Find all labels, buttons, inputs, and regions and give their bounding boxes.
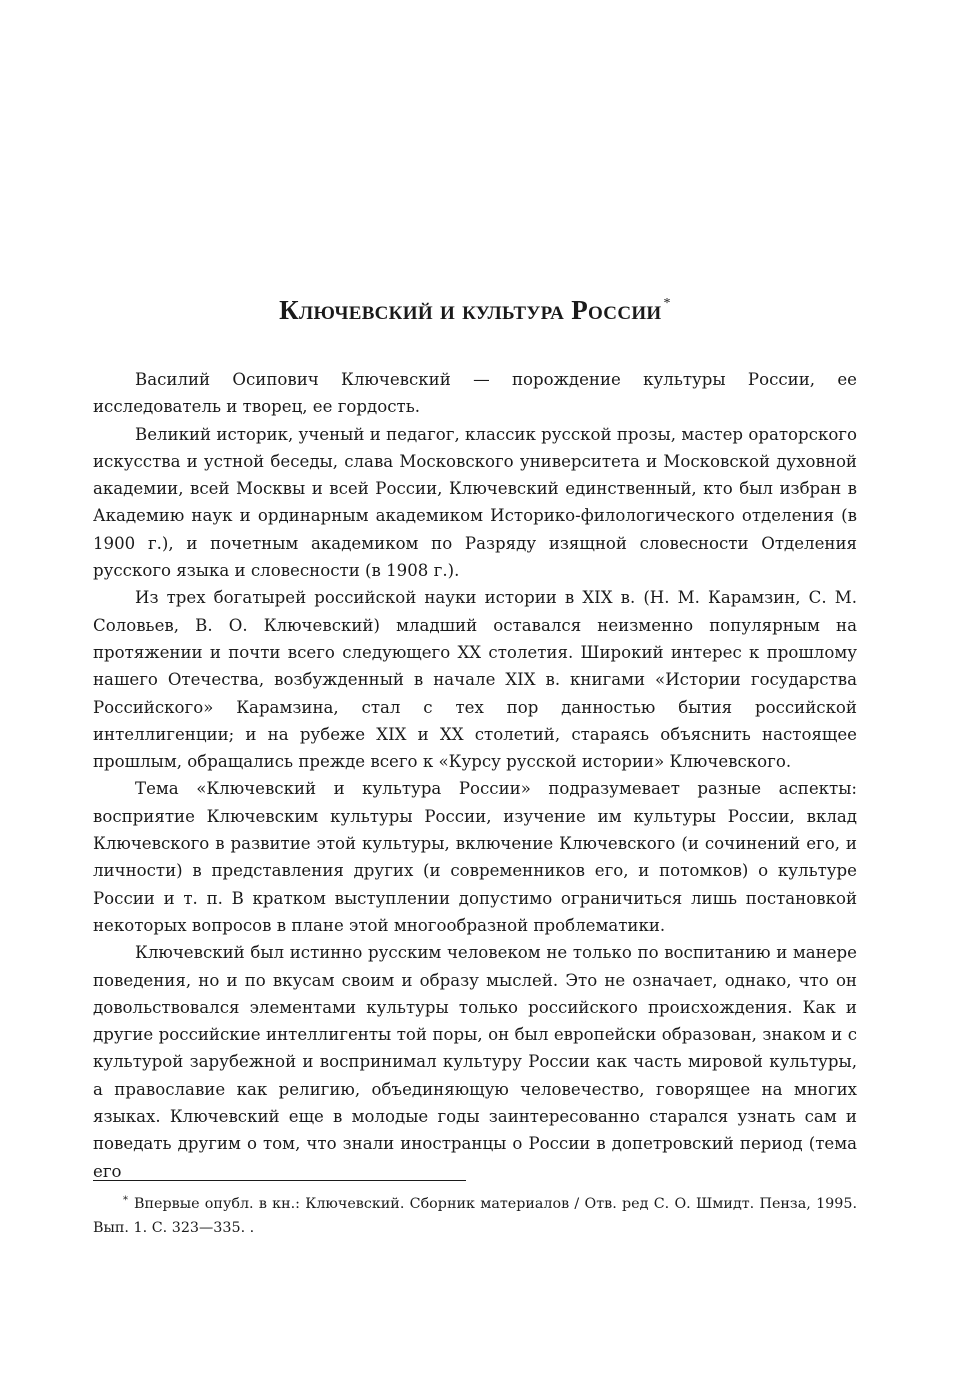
- paragraph-3: Из трех богатырей российской науки истории в XIX в. (Н. М. Карамзин, С. М. Соловьев, В. О. Ключевский) младший оставался неизменно популярным на протяжении и почти всего следующего XX столетия. Широкий интерес к прошлому нашего Отечества, возбужденный в начале XIX в. книгами «Истории государства Российского» Карамзина, стал с тех пор данностью бытия российской интеллигенции; и на рубеже XIX и XX столетий, стараясь объяснить настоящее прошлым, обращались прежде всего к «Курсу русской истории» Ключевского.: [93, 588, 857, 772]
- footnote: [93, 1180, 857, 1240]
- footnote-text: [93, 1189, 857, 1240]
- page-title: [93, 295, 857, 326]
- footnote-content: Впервые опубл. в кн.: Ключевский. Сборник материалов / Отв. ред С. О. Шмидт. Пенза, 1995. Вып. 1. С. 323—335. .: [93, 1196, 857, 1236]
- article-body: [93, 366, 857, 1185]
- paragraph-1: Василий Осипович Ключевский — порождение культуры России, ее исследователь и творец, ее гордость.: [93, 370, 857, 417]
- paragraph-5: Ключевский был истинно русским человеком не только по воспитанию и манере поведения, но и по вкусам своим и образу мыслей. Это не означает, однако, что он довольствовался элементами культуры только российского происхождения. Как и другие российские интеллигенты той поры, он был европейски образован, знаком и с культурой зарубежной и воспринимал культуру России как часть мировой культуры, а православие как религию, объединяющую человечество, говорящее на многих языках. Ключевский еще в молодые годы заинтересованно старался узнать сам и поведать другим о том, что знали иностранцы о России в допетровский период (тема его: [93, 943, 857, 1181]
- footnote-divider: [93, 1180, 466, 1181]
- page-title-text: Ключевский и культура России: [279, 295, 662, 325]
- paragraph-4: Тема «Ключевский и культура России» подразумевает разные аспекты: восприятие Ключевским культуры России, изучение им культуры России, вклад Ключевского в развитие этой культуры, включение Ключевского (и сочинений его, и личности) в представления других (и современников его, и потомков) о культуре России и т. п. В кратком выступлении допустимо ограничиться лишь постановкой некоторых вопросов в плане этой многообразной проблематики.: [93, 779, 857, 935]
- footnote-mark: *: [123, 1195, 128, 1206]
- title-footnote-mark: *: [663, 296, 671, 311]
- paragraph-2: Великий историк, ученый и педагог, классик русской прозы, мастер ораторского искусства и устной беседы, слава Московского университета и Московской духовной академии, всей Москвы и всей России, Ключевский единственный, кто был избран в Академию наук и ординарным академиком Историко-филологического отделения (в 1900 г.), и почетным академиком по Разряду изящной словесности Отделения русского языка и словесности (в 1908 г.).: [93, 424, 857, 581]
- page-content: [93, 295, 857, 1185]
